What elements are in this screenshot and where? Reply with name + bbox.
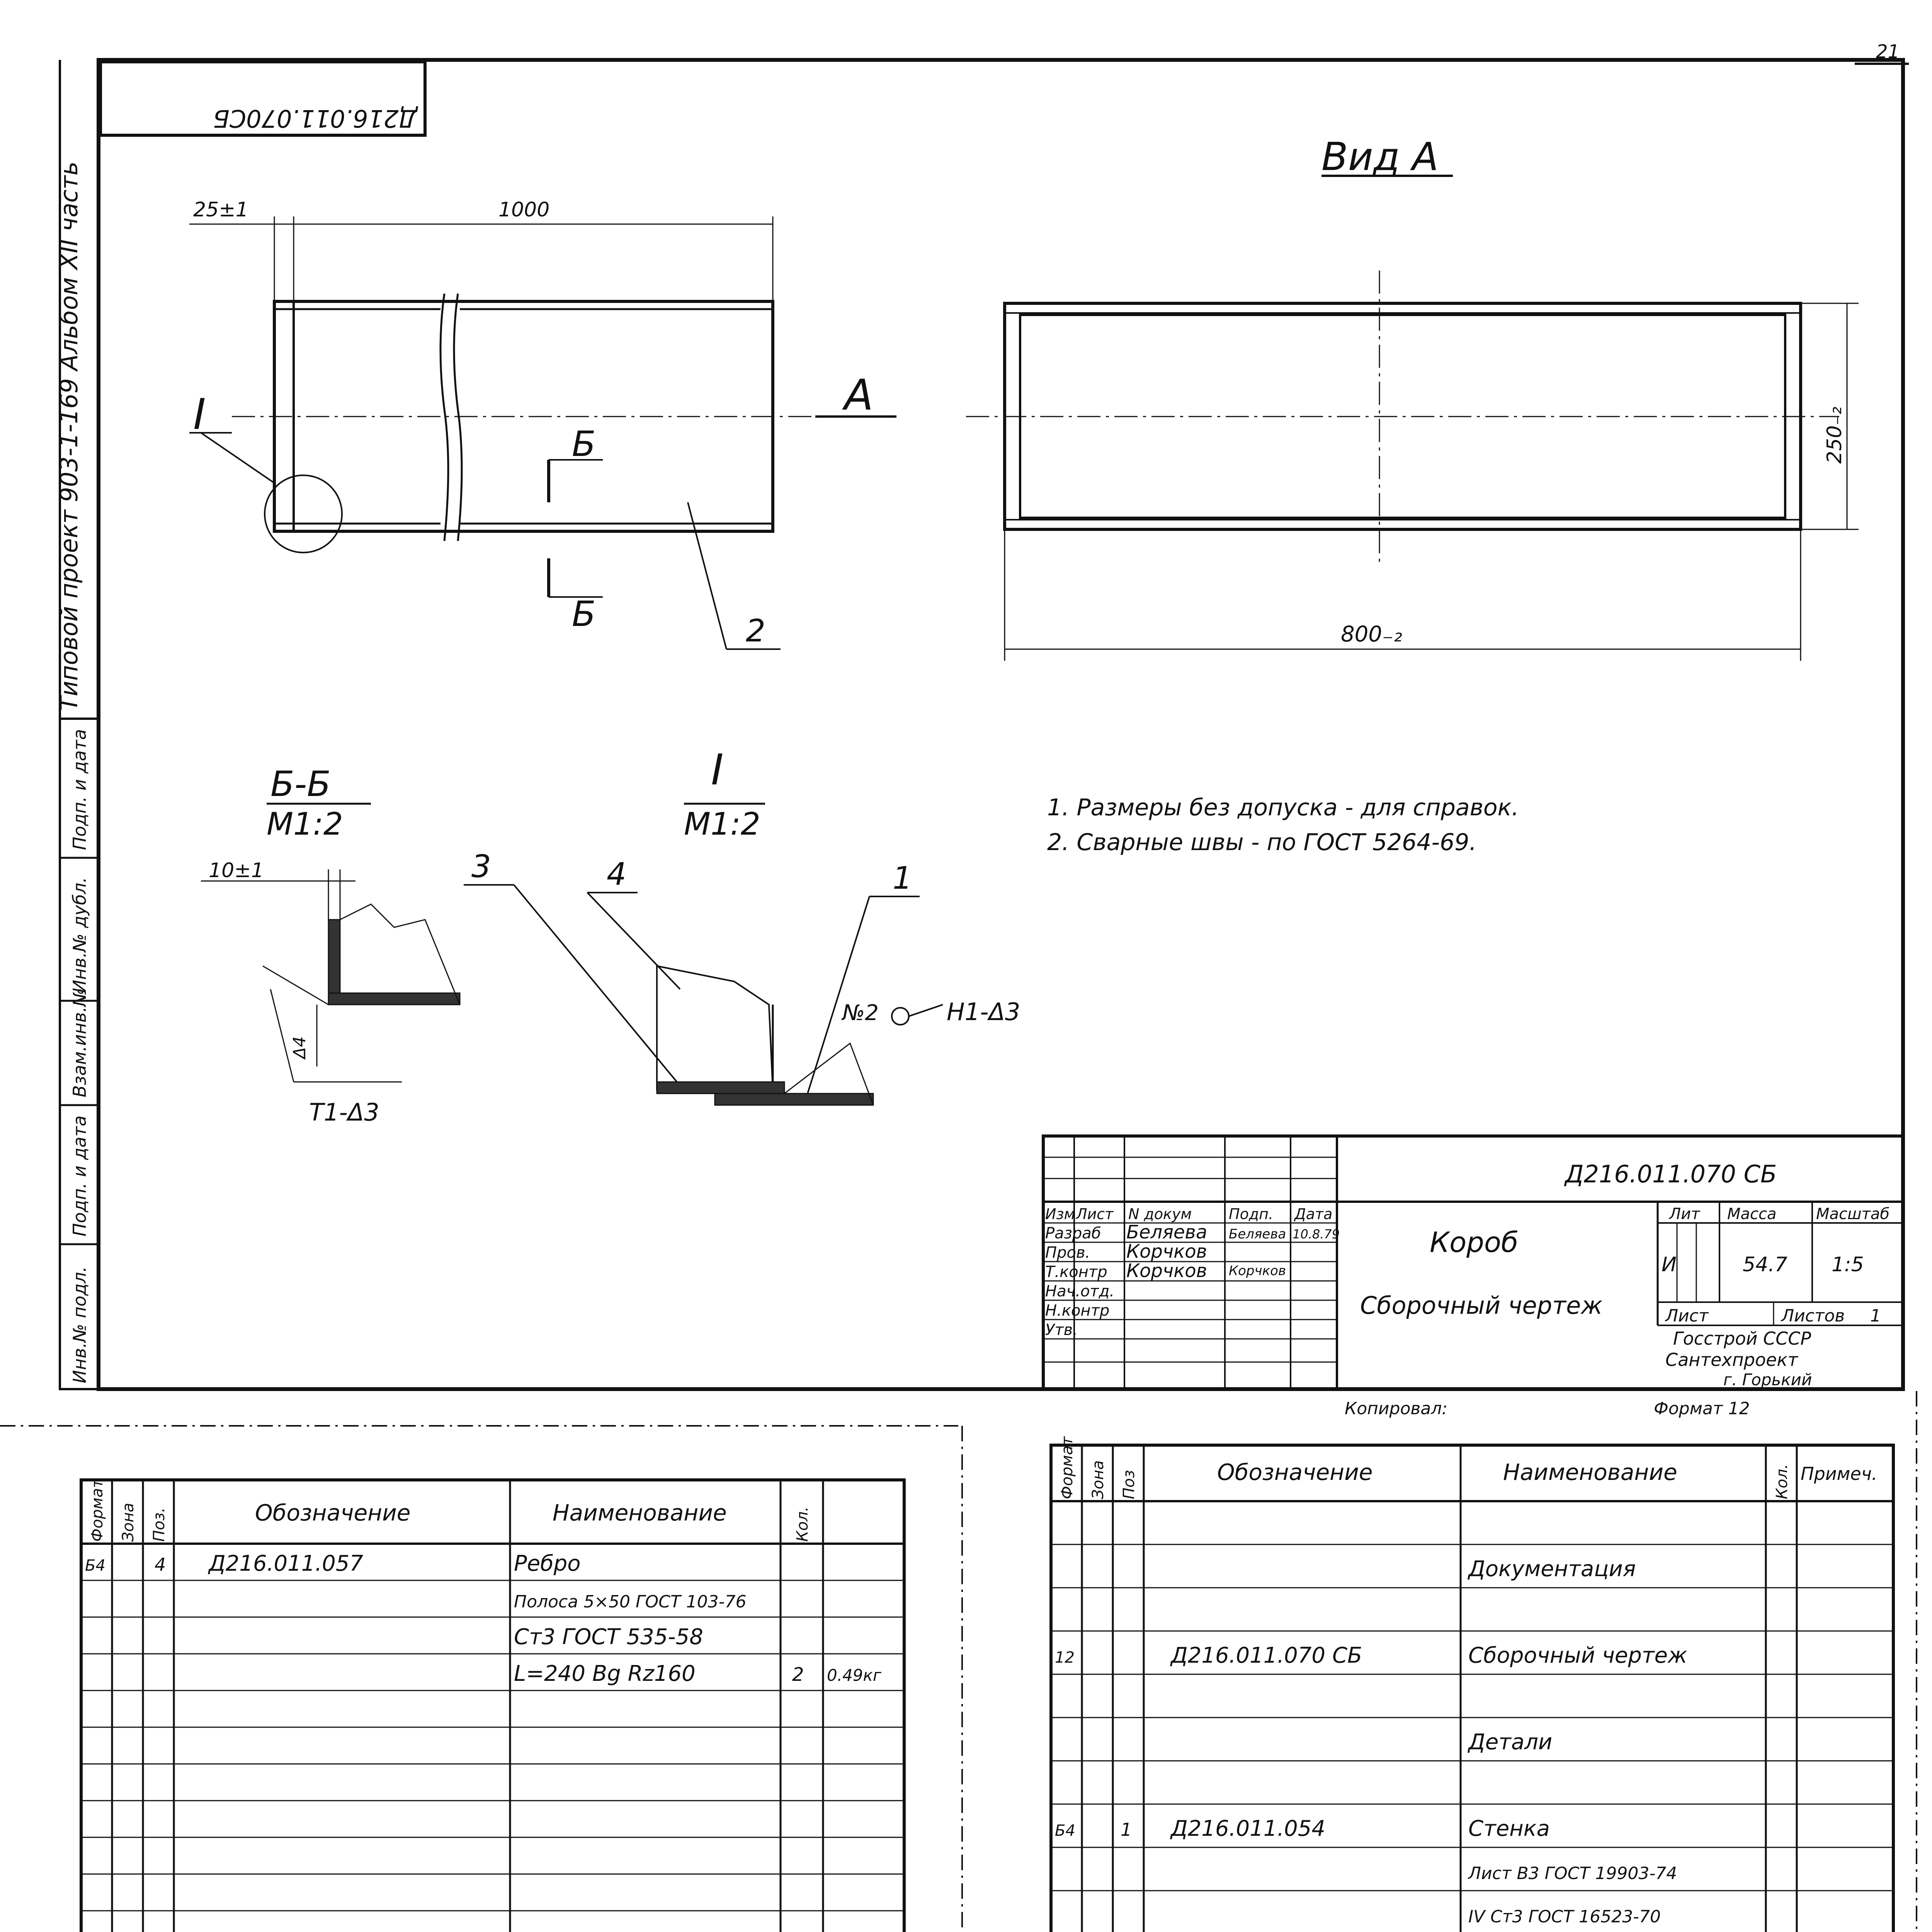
weld-no: №2: [842, 1000, 879, 1026]
pos-2-label: 2: [746, 613, 765, 649]
top-side-strip: [60, 719, 99, 1389]
left-cell-name: Ст3 ГОСТ 535-58: [514, 1624, 703, 1650]
note-1: 1. Размеры без допуска - для справок.: [1047, 794, 1519, 821]
pos-1-label: 1: [893, 860, 912, 896]
top-strip-label-5: Инв.№ подл.: [69, 1266, 90, 1383]
view-a: [966, 134, 1859, 661]
left-head-zone: Зона: [119, 1503, 137, 1542]
tb-scale-label: Масштаб: [1816, 1205, 1890, 1223]
section-bb: [201, 764, 460, 1126]
right-head-note: Примеч.: [1801, 1463, 1878, 1484]
tb-role-5: Н.контр: [1045, 1302, 1110, 1320]
tb-org-2: Сантехпроект: [1665, 1349, 1798, 1370]
left-head-designation: Обозначение: [255, 1500, 411, 1526]
table-row: [85, 1551, 581, 1576]
tb-head-list: Лист: [1076, 1206, 1114, 1223]
tb-scale: 1:5: [1832, 1253, 1864, 1276]
tb-role-3: Т.контр: [1045, 1263, 1107, 1281]
pos-4-label: 4: [607, 856, 626, 892]
tb-sheet-label: Лист: [1665, 1306, 1709, 1326]
left-head-qty: Кол.: [794, 1506, 811, 1542]
table-row: [1055, 1816, 1550, 1841]
tb-head-date: Дата: [1294, 1206, 1333, 1223]
tb-role-4: Нач.отд.: [1045, 1282, 1115, 1300]
top-frame: [99, 60, 1903, 1389]
top-strip-label-3: Взам.инв.№: [69, 988, 90, 1097]
view-a-title: Вид А: [1321, 134, 1439, 179]
right-cell-designation: Д216.011.070 СБ: [1171, 1643, 1362, 1668]
dim-800: 800₋₂: [1341, 622, 1402, 647]
top-copied: Копировал:: [1345, 1399, 1448, 1418]
detail-I-weld: H1-Δ3: [947, 998, 1020, 1026]
spec-right: [1012, 1436, 1893, 1932]
top-title-block: [1043, 1136, 1903, 1389]
section-mark-top: Б: [572, 424, 596, 464]
table-row: [1467, 1730, 1552, 1755]
section-bb-title: Б-Б: [270, 764, 331, 804]
dim-1000: 1000: [498, 198, 550, 221]
tb-signature-1: Беляева: [1229, 1226, 1286, 1242]
left-cell-name: L=240 Вg Rz160: [514, 1661, 696, 1686]
left-cell-format: Б4: [85, 1557, 105, 1575]
left-head-pos: Поз.: [150, 1507, 168, 1542]
detail-I-scale: M1:2: [684, 806, 760, 842]
weld-leg: Δ4: [290, 1036, 310, 1059]
right-cell-format: Б4: [1055, 1822, 1075, 1840]
section-bb-scale: M1:2: [267, 806, 343, 842]
tb-person-1: Беляева: [1126, 1221, 1208, 1243]
dim-25: 25±1: [193, 198, 248, 221]
tb-doc-type: Сборочный чертеж: [1360, 1291, 1603, 1320]
view-arrow-A: А: [844, 370, 874, 420]
right-cell-name: Детали: [1468, 1730, 1553, 1755]
detail-I: [464, 745, 1020, 1105]
tb-sheets-label: Листов: [1781, 1306, 1845, 1326]
tb-mass-label: Масса: [1727, 1205, 1777, 1223]
tb-head-izm: Изм: [1045, 1206, 1075, 1223]
left-cell-name: Ребро: [514, 1551, 581, 1576]
tb-signature-2: Корчков: [1229, 1263, 1286, 1279]
right-cell-pos: 1: [1121, 1819, 1132, 1840]
left-head-format: Формат: [88, 1479, 106, 1542]
spec-left: [43, 1478, 904, 1932]
table-row: [514, 1661, 882, 1686]
tb-org-1: Госстрой СССР: [1673, 1328, 1811, 1349]
left-cell-pos: 4: [155, 1554, 166, 1575]
tb-head-sign: Подп.: [1229, 1206, 1274, 1223]
side-view: [189, 198, 896, 649]
table-row: [1055, 1643, 1687, 1668]
left-cell-qty: 2: [792, 1664, 804, 1685]
section-bb-weld: T1-Δ3: [309, 1098, 379, 1126]
top-sheet: [55, 41, 1909, 1418]
top-strip-label-4: Подп. и дата: [69, 1115, 90, 1236]
left-cell-note: 0.49кг: [827, 1666, 881, 1685]
right-head-pos: Поз: [1120, 1470, 1138, 1499]
dim-250: 250₋₂: [1823, 406, 1846, 464]
table-row: [1467, 1556, 1636, 1582]
detail-I-title: I: [711, 745, 724, 794]
rotated-stamp: Д216.011.070СБ: [213, 104, 417, 133]
right-cell-format: 12: [1055, 1649, 1075, 1667]
table-row: [514, 1624, 703, 1650]
right-head-qty: Кол.: [1773, 1464, 1791, 1499]
right-head-designation: Обозначение: [1217, 1459, 1373, 1485]
dim-10: 10±1: [209, 859, 264, 882]
right-head-format: Формат: [1058, 1436, 1076, 1499]
tb-role-6: Утв.: [1045, 1321, 1078, 1339]
tb-lit-label: Лит: [1669, 1205, 1700, 1223]
left-cell-designation: Д216.011.057: [209, 1551, 364, 1576]
tb-head-ndoc: N докум: [1128, 1206, 1192, 1223]
top-strip-label-1: Подп. и дата: [69, 729, 90, 850]
tb-org-3: г. Горький: [1723, 1370, 1812, 1389]
page-number: 21: [1876, 41, 1900, 63]
left-head-name: Наименование: [553, 1500, 727, 1526]
tb-mass: 54.7: [1743, 1253, 1787, 1276]
tb-person-2: Корчков: [1126, 1241, 1207, 1262]
tb-sheets: 1: [1870, 1306, 1881, 1326]
tb-date: 10.8.79: [1293, 1227, 1340, 1242]
pos-3-label: 3: [471, 849, 491, 884]
tb-name: Короб: [1430, 1226, 1519, 1259]
right-cell-designation: Д216.011.054: [1171, 1816, 1326, 1841]
right-cell-name: IV Ст3 ГОСТ 16523-70: [1468, 1907, 1661, 1927]
right-head-zone: Зона: [1089, 1460, 1107, 1499]
section-mark-bottom: Б: [572, 594, 596, 634]
right-spec-rows: [1051, 1501, 1893, 1932]
right-cell-name: Сборочный чертеж: [1468, 1643, 1687, 1668]
tb-lit: И: [1662, 1253, 1677, 1276]
tb-role-1: Разраб: [1045, 1225, 1101, 1242]
tb-person-3: Корчков: [1126, 1260, 1207, 1282]
top-format: Формат 12: [1654, 1399, 1750, 1418]
right-cell-name: Лист В3 ГОСТ 19903-74: [1468, 1864, 1677, 1883]
left-cell-name: Полоса 5×50 ГОСТ 103-76: [514, 1592, 747, 1612]
side-title: Типовой проект 903-1-169 Альбом XII часть: [55, 161, 83, 711]
table-row: [1468, 1907, 1661, 1927]
table-row: [1468, 1864, 1677, 1883]
note-2: 2. Сварные швы - по ГОСТ 5264-69.: [1047, 829, 1477, 856]
right-cell-name: Документация: [1468, 1556, 1636, 1582]
right-head-name: Наименование: [1503, 1459, 1677, 1485]
tb-role-2: Пров.: [1045, 1244, 1090, 1262]
tb-code: Д216.011.070 СБ: [1565, 1160, 1777, 1188]
top-strip-label-2: Инв.№ дубл.: [69, 877, 90, 993]
callout-I: I: [193, 389, 206, 439]
table-row: [514, 1592, 747, 1612]
right-cell-name: Стенка: [1468, 1816, 1550, 1841]
